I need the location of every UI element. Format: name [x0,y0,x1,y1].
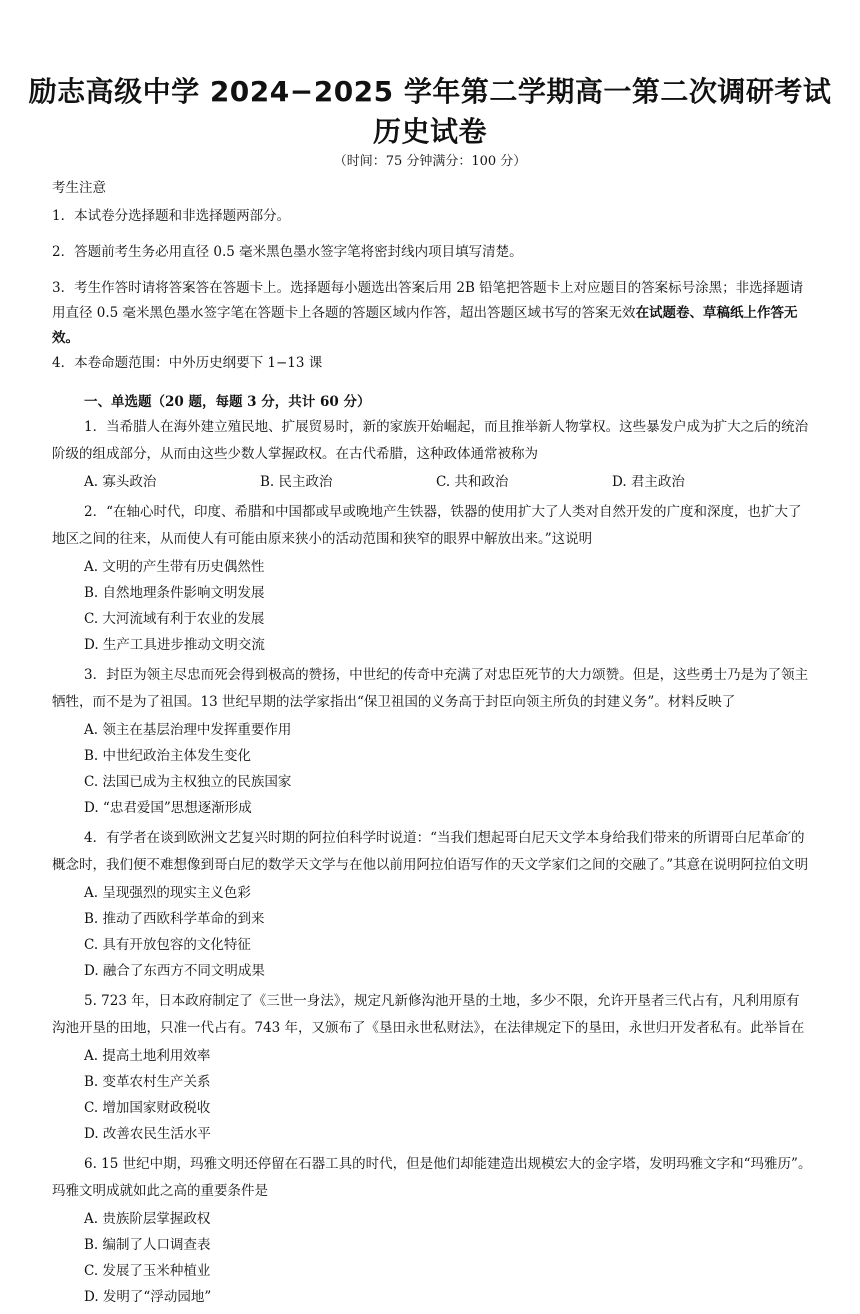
exam-subject-title: 历史试卷 [372,115,487,148]
option-b: B. 变革农村生产关系 [84,1074,211,1090]
section-title: 一、单选题（20 题，每题 3 分，共计 60 分） [84,394,371,410]
question-options [84,1043,812,1147]
question-4 [52,825,812,984]
option-a: A. 领主在基层治理中发挥重要作用 [84,722,292,738]
exam-time-score: （时间：75 分钟满分：100 分） [333,154,527,169]
note-item-2: 2．答题前考生务必用直径 0.5 毫米黑色墨水签字笔将密封线内项目填写清楚。 [52,244,523,260]
option-c: C. 共和政治 [436,474,509,490]
option-b: B. 民主政治 [260,474,333,490]
note-item-3 [52,276,812,351]
question-1 [52,414,812,495]
question-options [84,880,812,984]
option-a: A. 提高土地利用效率 [84,1048,211,1064]
option-d: D. 君主政治 [612,474,685,490]
note-item-1: 1．本试卷分选择题和非选择题两部分。 [52,208,291,224]
option-d: D. 融合了东西方不同文明成果 [84,963,265,979]
option-a: A. 寡头政治 [84,474,157,490]
notes-heading: 考生注意 [52,180,106,196]
question-stem: 3．封臣为领主尽忠而死会得到极高的赞扬，中世纪的传奇中充满了对忠臣死节的大力颂赞。但是，这些勇士乃是为了领主牺牲，而不是为了祖国。13 世纪早期的法学家指出“保卫祖国的义务高于封臣向领主所负的封建义务”。材料反映了 [52,667,809,710]
note-item-3-bold: 在试题卷、草稿纸上作答无效。 [52,305,798,346]
question-2 [52,499,812,658]
option-b: B. 编制了人口调查表 [84,1237,211,1253]
option-a: A. 文明的产生带有历史偶然性 [84,559,265,575]
question-list [52,414,812,1314]
candidate-notes [52,176,812,387]
note-item-4: 4．本卷命题范围：中外历史纲要下 1−13 课 [52,355,323,371]
option-d: D. 改善农民生活水平 [84,1126,211,1142]
option-c: C. 法国已成为主权独立的民族国家 [84,774,292,790]
question-3 [52,662,812,821]
option-d: D. “忠君爱国”思想逐渐形成 [84,800,252,816]
option-d: D. 生产工具进步推动文明交流 [84,637,265,653]
option-a: A. 贵族阶层掌握政权 [84,1211,211,1227]
option-b: B. 自然地理条件影响文明发展 [84,585,265,601]
question-5 [52,988,812,1147]
question-stem: 2．“在轴心时代，印度、希腊和中国都或早或晚地产生铁器，铁器的使用扩大了人类对自然开发的广度和深度，也扩大了地区之间的往来，从而使人有可能由原来狭小的活动范围和狭窄的眼界中解放出来。”这说明 [52,504,802,547]
question-stem: 4．有学者在谈到欧洲文艺复兴时期的阿拉伯科学时说道：“当我们想起哥白尼天文学本身给我们带来的所谓哥白尼革命′的概念时，我们便不难想像到哥白尼的数学天文学与在他以前用阿拉伯语写作的天文学家们之间的交融了。”其意在说明阿拉伯文明 [52,830,809,873]
exam-title: 励志高级中学 2024−2025 学年第二学期高一第二次调研考试 [28,75,832,108]
option-c: C. 具有开放包容的文化特征 [84,937,251,953]
note-item-3-text: 3．考生作答时请将答案答在答题卡上。选择题每小题选出答案后用 2B 铅笔把答题卡上对应题目的答案标号涂黑；非选择题请用直径 0.5 毫米黑色墨水签字笔在答题卡上各题的答题区域内作答，超出答题区域书写的答案无效 [52,280,804,321]
question-6 [52,1151,812,1310]
option-b: B. 推动了西欧科学革命的到来 [84,911,265,927]
question-stem: 5. 723 年，日本政府制定了《三世一身法》，规定凡新修沟池开垦的土地，多少不限，允许开垦者三代占有，凡利用原有沟池开垦的田地，只准一代占有。743 年，又颁布了《垦田永世私财法》，在法律规定下的垦田，永世归开发者私有。此举旨在 [52,993,805,1036]
question-options [84,554,812,658]
question-options [84,717,812,821]
option-c: C. 大河流域有利于农业的发展 [84,611,265,627]
question-stem: 1．当希腊人在海外建立殖民地、扩展贸易时，新的家族开始崛起，而且推举新人物掌权。这些暴发户成为扩大之后的统治阶级的组成部分，从而由这些少数人掌握政权。在古代希腊，这种政体通常被称为 [52,419,809,462]
question-options [84,1206,812,1310]
option-b: B. 中世纪政治主体发生变化 [84,748,252,764]
option-a: A. 呈现强烈的现实主义色彩 [84,885,251,901]
question-options [84,469,812,495]
option-d: D. 发明了“浮动园地” [84,1289,212,1305]
option-c: C. 增加国家财政税收 [84,1100,211,1116]
option-c: C. 发展了玉米种植业 [84,1263,211,1279]
question-stem: 6. 15 世纪中期，玛雅文明还停留在石器工具的时代，但是他们却能建造出规模宏大的金字塔，发明玛雅文字和“玛雅历”。玛雅文明成就如此之高的重要条件是 [52,1156,812,1199]
